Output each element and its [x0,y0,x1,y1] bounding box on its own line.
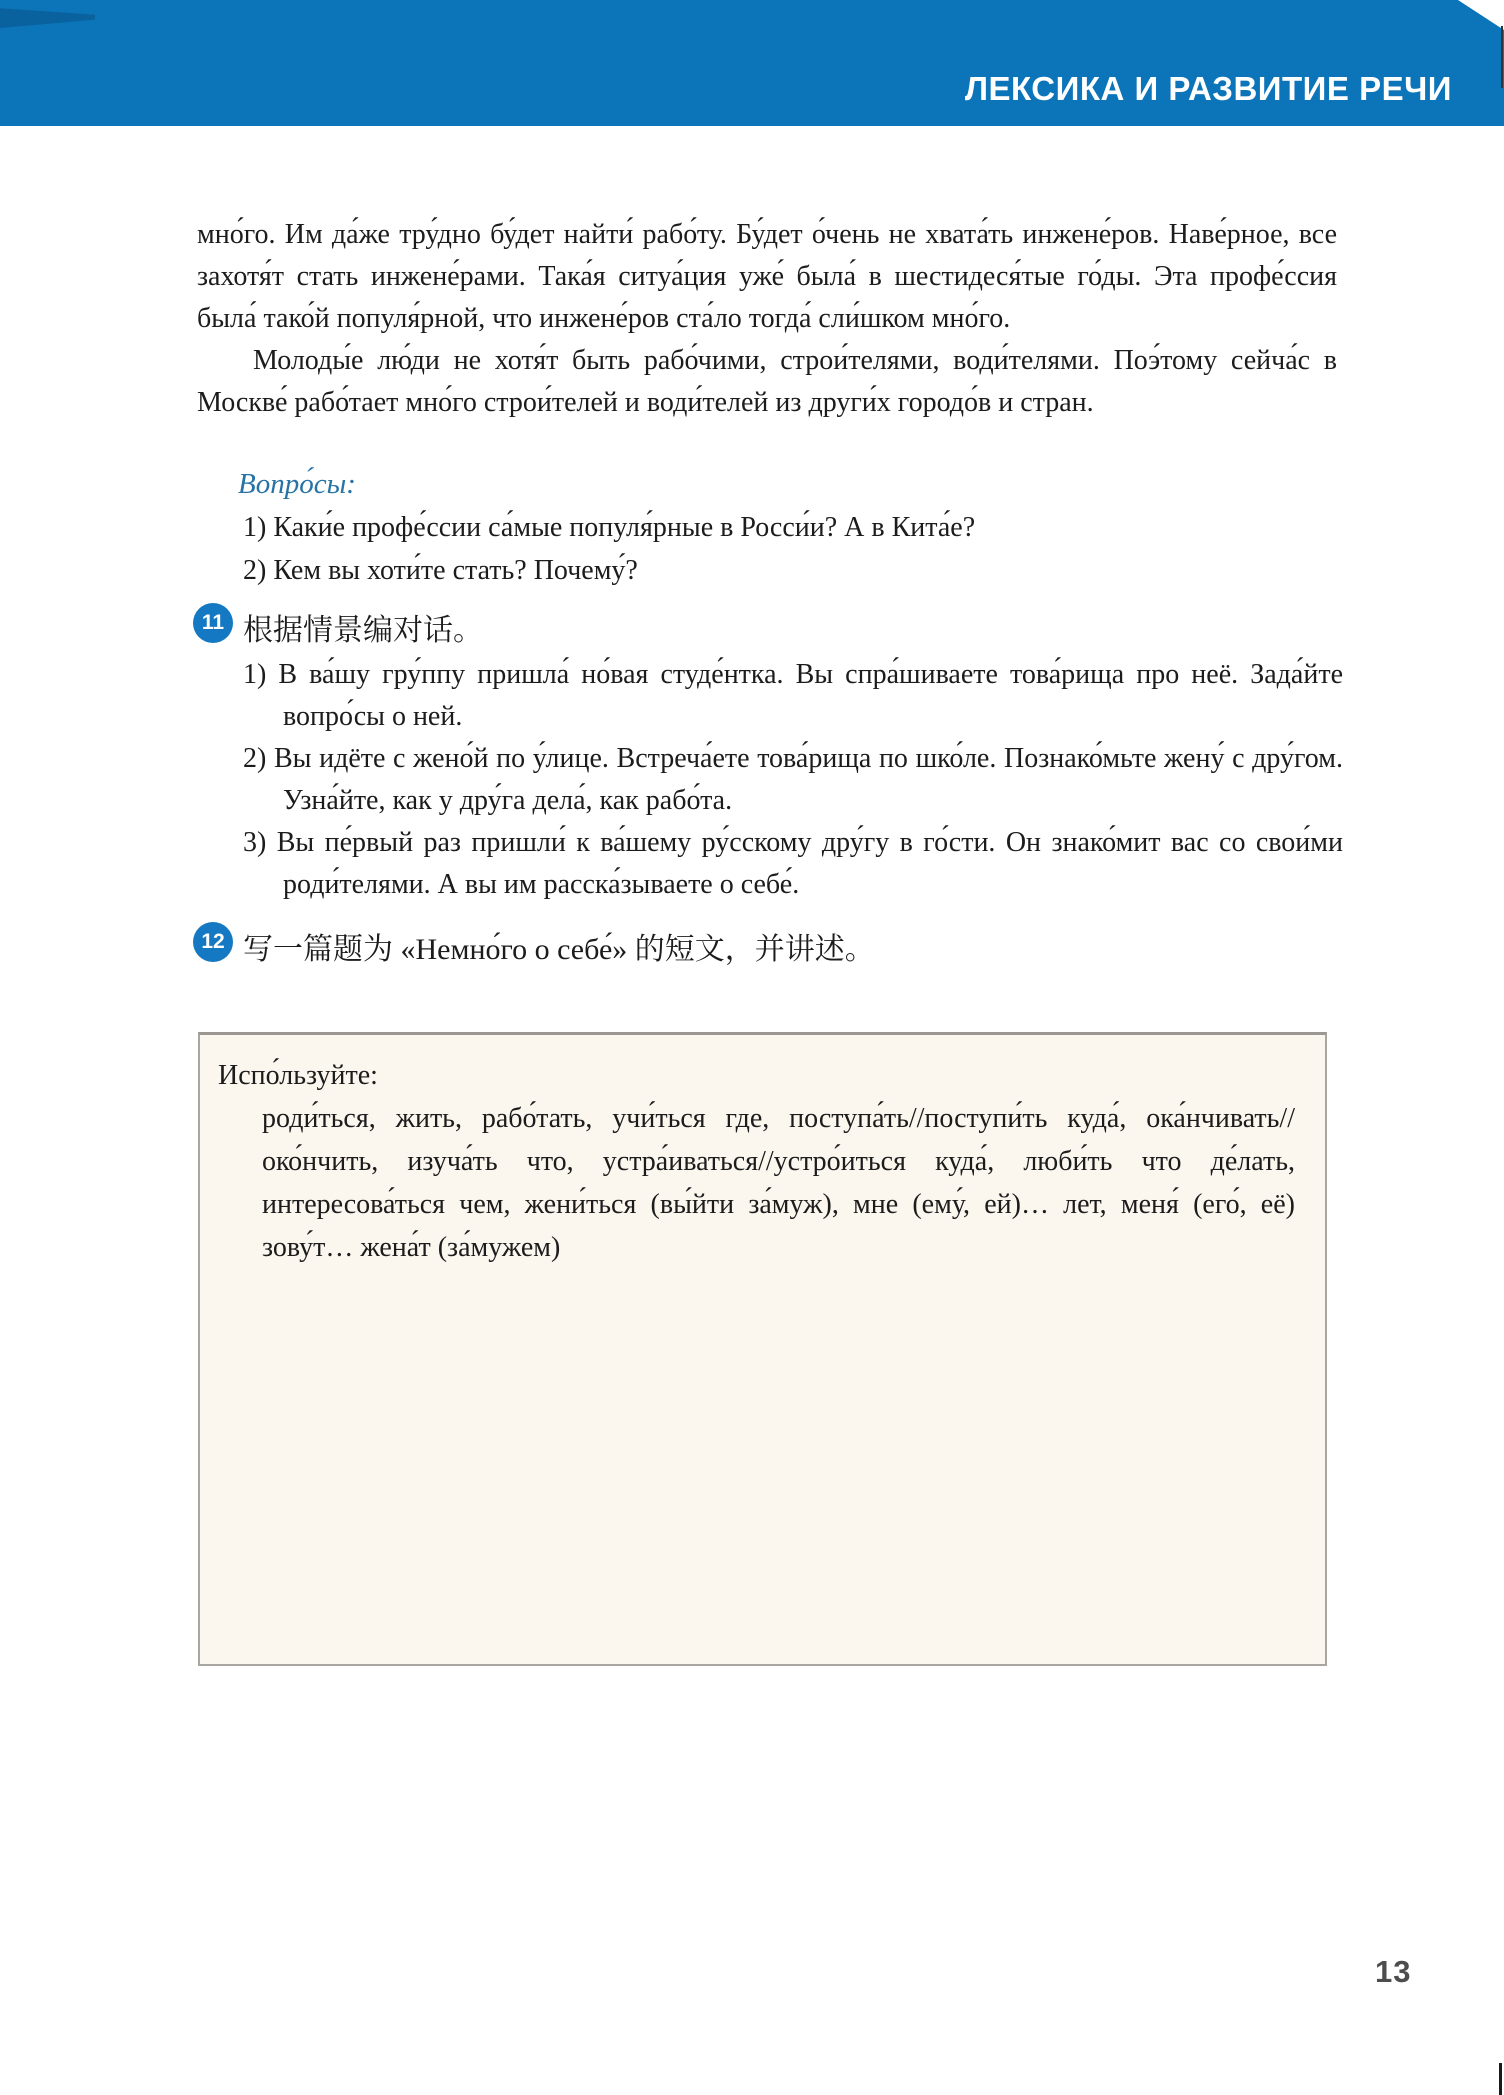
scan-notch-top-right [1458,0,1504,30]
questions-list [243,506,975,592]
reading-paragraph-2: Молоды́е лю́ди не хотя́т быть рабо́чими, строи́телями, води́телями. Поэ́тому сейча́с в Москве́ рабо́тает мно́го строи́телей и води́телей из други́х городо́в и стран. [197,345,1337,418]
usage-box-title: Испо́льзуйте: [218,1060,378,1091]
exercise-11-instruction: 根据情景编对话。 [243,614,483,647]
exercise-11-item-2: 2) Вы идёте с жено́й по у́лице. Встреча́ете това́рища по шко́ле. Познако́мьте жену́ с дру́гом. Узна́йте, как у дру́га дела́, как рабо́та. [243,743,1343,816]
header-band [0,0,1504,126]
page-number: 13 [1375,1954,1412,1989]
scan-line-top-right [1501,26,1503,88]
usage-box-content: роди́ться, жить, рабо́тать, учи́ться где, поступа́ть//поступи́ть куда́, ока́нчивать//око́нчить, изуча́ть что, устра́иваться//устро́иться куда́, люби́ть что де́лать, интересова́ться чем, жени́ться (вы́йти за́муж), мне (ему́, ей)… лет, меня́ (его́, её) зову́т… жена́т (за́мужем) [262,1103,1295,1263]
scan-artifact-top-left [0,6,95,28]
exercise-12-number-badge [193,922,233,962]
question-item-1: 1) Каки́е профе́ссии са́мые популя́рные в Росси́и? А в Кита́е? [243,512,976,543]
reading-paragraph-1: мно́го. Им да́же тру́дно бу́дет найти́ рабо́ту. Бу́дет о́чень не хвата́ть инжене́ров. Наве́рное, все захотя́т стать инжене́рами. Така́я ситуа́ция уже́ была́ в шестидеся́тые го́ды. Эта профе́ссия была́ тако́й популя́рной, что инжене́ров ста́ло тогда́ сли́шком мно́го. [197,219,1337,334]
usage-hint-box [198,1032,1327,1666]
exercise-11-items [243,654,1343,906]
chapter-header-title: ЛЕКСИКА И РАЗВИТИЕ РЕЧИ [964,70,1452,107]
scan-line-bottom-right [1499,2063,1502,2095]
exercise-12-instruction: 写一篇题为 «Немно́го о себе́» 的短文，并讲述。 [243,933,875,966]
exercise-11-number-badge [193,603,233,643]
exercise-12-number: 12 [201,930,225,953]
exercise-11-number: 11 [201,611,225,634]
question-item-2: 2) Кем вы хоти́те стать? Почему́? [243,555,638,586]
reading-text [197,214,1337,424]
exercise-11-item-1: 1) В ва́шу гру́ппу пришла́ но́вая студе́нтка. Вы спра́шиваете това́рища про неё. Зада́йте вопро́сы о ней. [243,659,1343,732]
questions-label: Вопро́сы: [238,468,356,500]
exercise-11-item-3: 3) Вы пе́рвый раз пришли́ к ва́шему ру́сскому дру́гу в го́сти. Он знако́мит вас со свои́ми роди́телями. А вы им расска́зываете о себе́. [243,827,1343,900]
